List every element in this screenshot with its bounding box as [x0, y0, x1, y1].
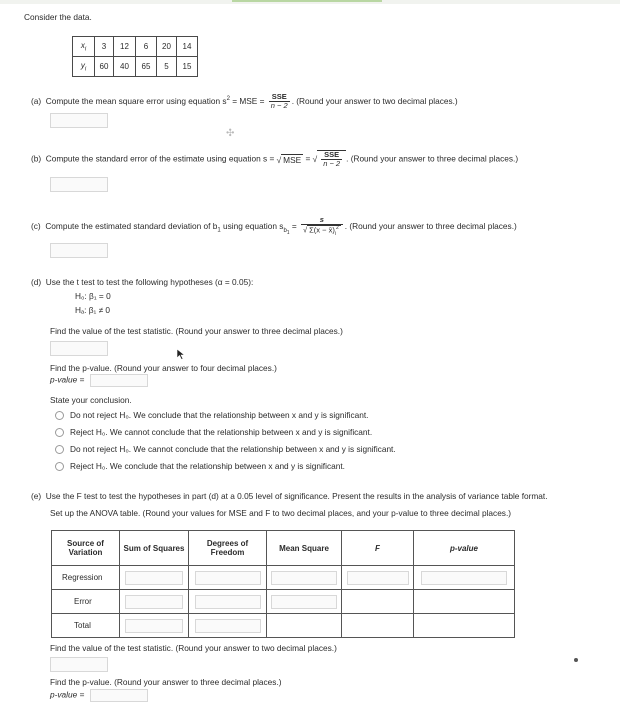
error-ss-input[interactable] [125, 595, 183, 609]
part-d-question: (d) Use the t test to test the following hypotheses (α = 0.05): [31, 277, 254, 287]
part-e-pvalue-prompt: Find the p-value. (Round your answer to three decimal places.) [50, 677, 282, 687]
radio-button[interactable] [55, 462, 64, 471]
part-b-fraction: $\frac{\text{SSE}}{n - 2}$ [323, 150, 341, 169]
x-cell: 20 [157, 37, 177, 57]
part-e-pvalue-input[interactable] [90, 689, 148, 702]
part-c-answer-input[interactable] [50, 243, 108, 258]
total-ss-input[interactable] [125, 619, 183, 633]
error-df-input[interactable] [195, 595, 261, 609]
mouse-cursor-icon [176, 348, 186, 362]
anova-header: p-value [414, 531, 515, 566]
conclusion-option-1[interactable]: Do not reject H₀. We conclude that the relationship between x and y is significant. [55, 410, 368, 420]
part-d-pvalue-input[interactable] [90, 374, 148, 387]
empty-cell [342, 614, 414, 638]
y-header: $y_i$ [73, 57, 95, 77]
x-header: $x_i$ [73, 37, 95, 57]
part-b-question: (b) Compute the standard error of the estimate using equation s = √ MSE = √ $\frac{\text{SSE}}{n - 2}$ . (Round your answer to three decimal places.) [31, 150, 519, 169]
y-cell: 5 [157, 57, 177, 77]
empty-cell [342, 590, 414, 614]
x-cell: 12 [114, 37, 136, 57]
cursor-icon: ✣ [226, 128, 235, 139]
part-a-question: (a) Compute the mean square error using equation $s^2$ = MSE = $\frac{\text{SSE}}{n - 2}$ . (Round your answer to two decimal places.) [31, 92, 458, 111]
x-cell: 3 [95, 37, 114, 57]
empty-cell [414, 590, 515, 614]
part-c-question: (c) Compute the estimated standard deviation of $b_1$ using equation $s_{b_1}$ = $\frac{s}{√ \Sigma(x - x̄)_i^2}$ . (Round your answer to three decimal places.) [31, 215, 517, 238]
y-cell: 40 [114, 57, 136, 77]
y-cell: 65 [136, 57, 157, 77]
anova-header: Source of Variation [52, 531, 120, 566]
row-label: Total [52, 614, 120, 638]
conclusion-prompt: State your conclusion. [50, 395, 132, 405]
part-e-question: (e) Use the F test to test the hypotheses in part (d) at a 0.05 level of significance. Present the results in the analysis of variance table format. [31, 491, 548, 501]
part-a-fraction: $\frac{\text{SSE}}{n - 2}$ [270, 92, 288, 111]
part-d-pvalue-prompt: Find the p-value. (Round your answer to four decimal places.) [50, 363, 277, 373]
error-ms-input[interactable] [271, 595, 337, 609]
intro-text: Consider the data. [24, 12, 92, 22]
radio-button[interactable] [55, 445, 64, 454]
regression-pvalue-input[interactable] [421, 571, 507, 585]
part-e-pvalue-row: p-value = [50, 689, 148, 702]
anova-header: Degrees of Freedom [189, 531, 267, 566]
y-row [73, 57, 198, 77]
x-cell: 6 [136, 37, 157, 57]
regression-ms-input[interactable] [271, 571, 337, 585]
x-cell: 14 [177, 37, 198, 57]
part-d-stat-prompt: Find the value of the test statistic. (Round your answer to three decimal places.) [50, 326, 343, 336]
y-cell: 60 [95, 57, 114, 77]
part-c-fraction: $\frac{s}{√ \Sigma(x - x̄)_i^2}$ [301, 216, 343, 238]
null-hypothesis: H₀: β₁ = 0 [75, 291, 111, 301]
conclusion-option-4[interactable]: Reject H₀. We conclude that the relationship between x and y is significant. [55, 461, 345, 471]
y-cell: 15 [177, 57, 198, 77]
regression-f-input[interactable] [347, 571, 409, 585]
row-label: Regression [52, 566, 120, 590]
x-row [73, 37, 198, 57]
anova-row-total [52, 614, 515, 638]
anova-row-regression [52, 566, 515, 590]
anova-header: Sum of Squares [120, 531, 189, 566]
empty-cell [414, 614, 515, 638]
anova-row-error [52, 590, 515, 614]
total-df-input[interactable] [195, 619, 261, 633]
alt-hypothesis: Hₐ: β₁ ≠ 0 [75, 305, 111, 315]
empty-cell [267, 614, 342, 638]
conclusion-option-2[interactable]: Reject H₀. We cannot conclude that the relationship between x and y is significant. [55, 427, 372, 437]
part-a-answer-input[interactable] [50, 113, 108, 128]
part-d-pvalue-row: p-value = [50, 374, 148, 387]
part-d-stat-input[interactable] [50, 341, 108, 356]
anova-header: Mean Square [267, 531, 342, 566]
bullet-dot [574, 658, 578, 662]
anova-table [51, 530, 515, 638]
anova-header-row [52, 531, 515, 566]
data-table [72, 36, 198, 77]
row-label: Error [52, 590, 120, 614]
regression-ss-input[interactable] [125, 571, 183, 585]
part-b-answer-input[interactable] [50, 177, 108, 192]
top-progress-bar [0, 0, 620, 4]
radio-button[interactable] [55, 428, 64, 437]
part-e-instructions: Set up the ANOVA table. (Round your values for MSE and F to two decimal places, and your p-value to three decimal places.) [50, 508, 512, 518]
part-e-stat-prompt: Find the value of the test statistic. (Round your answer to two decimal places.) [50, 643, 337, 653]
part-e-stat-input[interactable] [50, 657, 108, 672]
radio-button[interactable] [55, 411, 64, 420]
anova-header: F [342, 531, 414, 566]
regression-df-input[interactable] [195, 571, 261, 585]
conclusion-option-3[interactable]: Do not reject H₀. We cannot conclude that the relationship between x and y is significant. [55, 444, 396, 454]
